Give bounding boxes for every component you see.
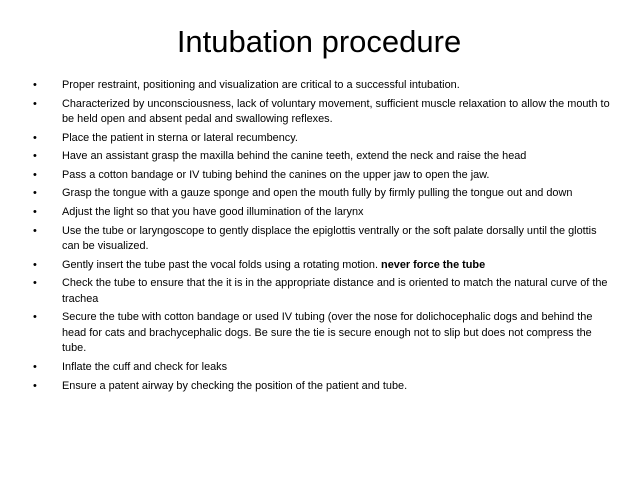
bullet-text: Inflate the cuff and check for leaks bbox=[62, 361, 228, 374]
bullet-text: Ensure a patent airway by checking the position of the patient and tube. bbox=[62, 379, 408, 392]
bullet-text: Characterized by unconsciousness, lack of voluntary movement, sufficient muscle relaxation to allow the mouth to be held open and absent pedal and swallowing reflexes. bbox=[62, 97, 610, 126]
bullet-item bbox=[0, 310, 638, 357]
bullet-text: Adjust the light so that you have good illumination of the larynx bbox=[62, 206, 364, 219]
bullet-text: Gently insert the tube past the vocal folds using a rotating motion. bbox=[62, 258, 382, 271]
bullet-text: Place the patient in sterna or lateral recumbency. bbox=[62, 131, 298, 144]
bullet-item bbox=[0, 97, 638, 128]
bullet-dot-icon: • bbox=[33, 79, 37, 91]
bullet-item bbox=[0, 149, 638, 165]
bullet-item bbox=[0, 205, 638, 221]
bullet-dot-icon: • bbox=[33, 361, 37, 374]
bullet-item bbox=[0, 78, 638, 94]
bullet-dot-icon: • bbox=[33, 187, 37, 200]
bullet-item bbox=[0, 360, 638, 376]
bullet-item bbox=[0, 276, 638, 307]
bullet-dot-icon: • bbox=[33, 311, 37, 324]
bullet-text: Pass a cotton bandage or IV tubing behind the canines on the upper jaw to open the jaw. bbox=[62, 168, 490, 181]
bullet-list bbox=[0, 78, 638, 397]
bullet-dot-icon: • bbox=[33, 150, 37, 163]
bullet-item bbox=[0, 379, 638, 395]
bullet-dot-icon: • bbox=[33, 131, 37, 144]
bullet-item bbox=[0, 224, 638, 255]
bullet-text: Grasp the tongue with a gauze sponge and open the mouth fully by firmly pulling the tongue out and down bbox=[62, 187, 573, 200]
bullet-item bbox=[0, 186, 638, 202]
bullet-dot-icon: • bbox=[33, 168, 37, 181]
bullet-text: Use the tube or laryngoscope to gently displace the epiglottis ventrally or the soft palate dorsally until the glottis can be visualized. bbox=[62, 224, 597, 253]
bullet-text: Proper restraint, positioning and visualization are critical to a successful intubation. bbox=[62, 79, 460, 91]
bullet-bold-warning: never force the tube bbox=[381, 258, 486, 271]
bullet-dot-icon: • bbox=[33, 379, 37, 392]
bullet-text: Check the tube to ensure that the it is in the appropriate distance and is oriented to match the natural curve of the trachea bbox=[62, 277, 608, 305]
bullet-dot-icon: • bbox=[33, 97, 37, 110]
bullet-item bbox=[0, 131, 638, 147]
bullet-dot-icon: • bbox=[33, 258, 37, 271]
bullet-text: Secure the tube with cotton bandage or used IV tubing (over the nose for dolichocephalic dogs and behind the head for cats and brachycephalic dogs. Be sure the tie is secure enough not to slip but does not compress the tube. bbox=[62, 311, 593, 355]
bullet-text: Have an assistant grasp the maxilla behind the canine teeth, extend the neck and raise the head bbox=[62, 150, 527, 163]
slide-title: Intubation procedure bbox=[176, 24, 462, 59]
bullet-dot-icon: • bbox=[33, 277, 37, 290]
bullet-dot-icon: • bbox=[33, 206, 37, 219]
bullet-dot-icon: • bbox=[33, 224, 37, 237]
bullet-item bbox=[0, 168, 638, 184]
bullet-item bbox=[0, 258, 638, 274]
